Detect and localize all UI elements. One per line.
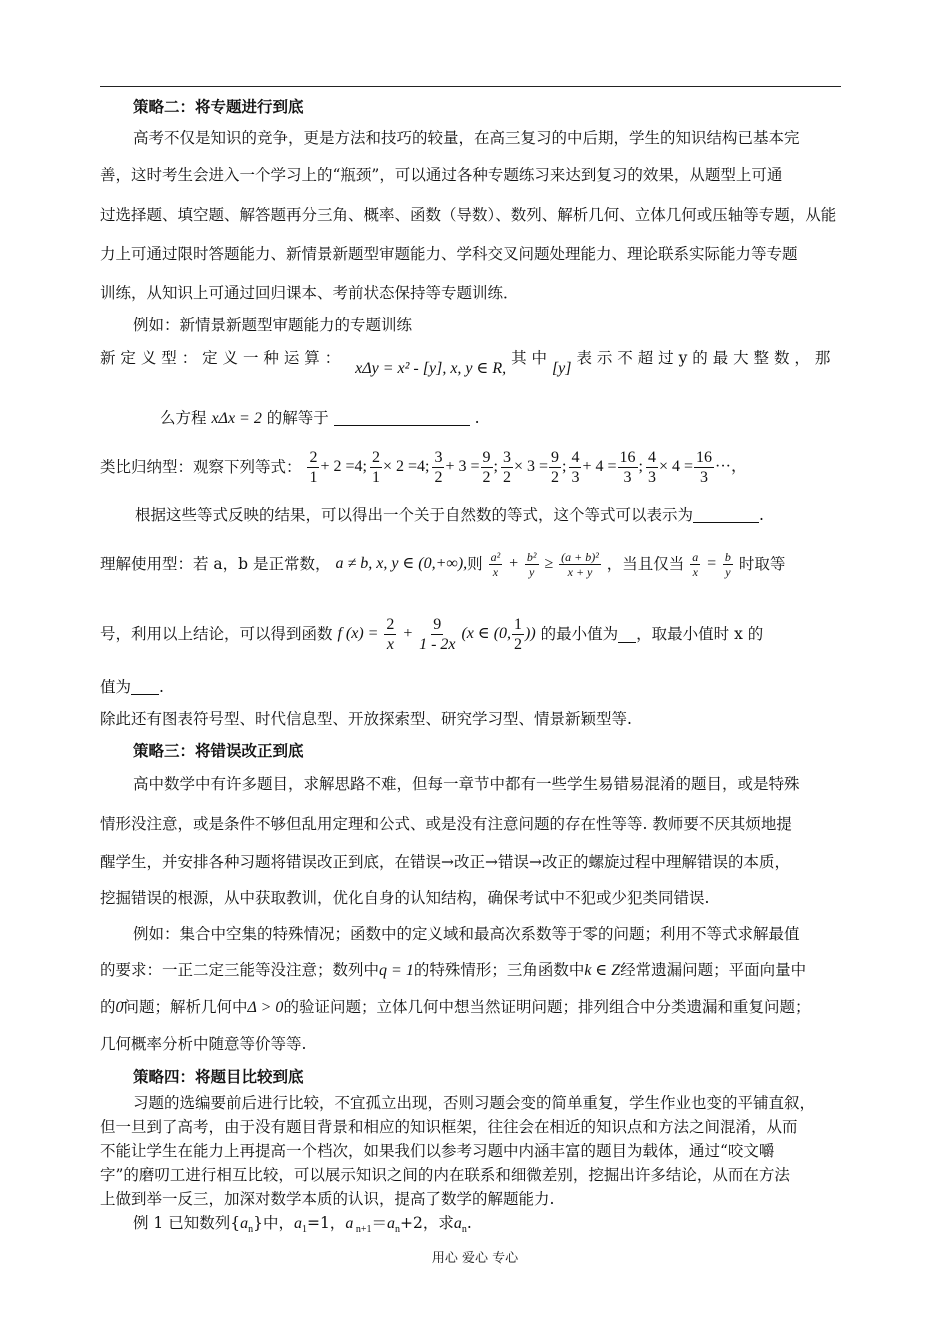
equation-result: 4; (417, 458, 430, 475)
usage-line2-tail: ，取最小值时 x 的 (636, 625, 764, 643)
equation-middle: × 3 = (513, 458, 548, 475)
fraction-result: $\frac{16}{3}$ (619, 448, 636, 486)
paragraph-line: 习题的选编要前后进行比较，不宜孤立出现，否则习题会变的简单重复，学生作业也变的平铺直叙， (133, 1094, 816, 1112)
separator: ; (493, 458, 498, 475)
new-def-line2-prefix: 么方程 (160, 409, 207, 427)
period: . (159, 678, 164, 696)
header-rule (100, 86, 841, 87)
period: . (474, 409, 480, 427)
new-def-suffix: 表 示 不 超 过 y 的 最 大 整 数 ， 那 (576, 349, 831, 367)
paragraph-line: 高考不仅是知识的竞争，更是方法和技巧的较量，在高三复习的中后期，学生的知识结构已基本完 (133, 129, 800, 147)
usage-function-line: 号，利用以上结论，可以得到函数 f (x) = $\frac{2}{x}$ + $\frac{9}{1 - 2x}$ (x ∈ (0, $\frac{1}{2}$ )) 的最小值为 ，取最小值时 x 的 (100, 615, 764, 653)
separator: ; (638, 458, 643, 475)
usage-answer-line (100, 677, 850, 697)
equation-result: 4; (354, 458, 367, 475)
paragraph-line: 力上可通过限时答题能力、新情景新题型审题能力、学科交叉问题处理能力、理论联系实际能力等专题 (100, 245, 798, 263)
paragraph-line: 字”的磨叨工进行相互比较，可以展示知识之间的内在联系和细微差别，挖掘出许多结论，从而在方法 (100, 1166, 790, 1184)
usage-line2-suffix: 的最小值为 (540, 625, 619, 643)
usage-then: 则 (467, 555, 483, 573)
paragraph-line: 不能让学生在能力上再提高一个档次，如果我们以参考习题中内涵丰富的题目为载体，通过“咬文嚼 (100, 1142, 775, 1160)
usage-line2-prefix: 号，利用以上结论，可以得到函数 (100, 625, 333, 643)
answer-blank[interactable] (618, 626, 636, 643)
analogy-equation (431, 448, 498, 486)
analogy-equations (306, 448, 749, 486)
paragraph-line: 训练，从知识上可通过回归课本、考前状态保持等专题训练． (100, 284, 519, 302)
fraction-a-x: $\frac{a}{x}$ (692, 549, 699, 579)
fraction-b2-y: $\frac{\text{b²}}{y}$ (526, 549, 537, 579)
analogy-conclusion-text: 根据这些等式反映的结果，可以得出一个关于自然数的等式，这个等式可以表示为 (135, 506, 694, 524)
fraction-result: $\frac{9}{2}$ (482, 448, 491, 486)
example-1-line: 例 1 已知数列$\{a_n\}$中，$a_1=1$，a $_{n+1}=a_n+2$，求$a_n$. (133, 1214, 472, 1236)
paragraph-line: 几何概率分析中随意等价等等. (100, 1035, 307, 1053)
new-def-formula: xΔy = x² - [y], x, y ∈ R, (355, 360, 507, 377)
answer-blank[interactable] (131, 678, 159, 695)
fraction: $\frac{4}{3}$ (571, 448, 580, 486)
equation-xdx: xΔx = 2 (211, 410, 262, 427)
paragraph-line: 情形没注意，或是条件不够但乱用定理和公式、或是没有注意问题的存在性等等. 教师要不厌其烦地提 (100, 815, 792, 833)
fraction-ab2-xy: $\frac{\text{(a + b)²}}{x + y}$ (561, 549, 599, 579)
separator: ···， (715, 458, 747, 475)
fraction-result: $\frac{9}{2}$ (551, 448, 559, 486)
new-def-prefix: 新 定 义 型 ： 定 义 一 种 运 算 ： (100, 349, 341, 367)
analogy-equation (568, 448, 643, 486)
example-intro: 例如：新情景新题型审题能力的专题训练 (133, 316, 413, 334)
section-title-strategy-3: 策略三：将错误改正到底 (133, 742, 304, 760)
paragraph-line: 醒学生，并安排各种习题将错误改正到底，在错误→改正→错误→改正的螺旋过程中理解错误的本质， (100, 853, 790, 871)
other-types-line: 除此还有图表符号型、时代信息型、开放探索型、研究学习型、情景新颖型等. (100, 710, 632, 728)
math-delta-gt-0: Δ > 0 (247, 999, 284, 1016)
paragraph-line: 高中数学中有许多题目，求解思路不难，但每一章节中都有一些学生易错易混淆的题目，或是特殊 (133, 775, 800, 793)
usage-line: 理解使用型：若 a，b 是正常数， a ≠ b, x, y ∈ (0,+∞),则 $\frac{\text{a²}}{x}$ + $\frac{\text{b²}}{y}$ ≥ $\frac{\text{(a + b)²}}{x + y}$ ，当且仅当 $\frac{a}{x}$ = $\frac{b}{y}$ 时取等 (100, 549, 786, 579)
analogy-equation (369, 448, 430, 486)
answer-blank[interactable] (693, 506, 759, 523)
paragraph-line: 但一旦到了高考，由于没有题目背景和相应的知识框架，往往会在相近的知识点和方法之间混淆，从而 (100, 1118, 798, 1136)
fraction-a2-x: $\frac{\text{a²}}{x}$ (490, 549, 501, 579)
analogy-conclusion (135, 505, 885, 525)
paragraph-line: 挖掘错误的根源，从中获取教训，优化自身的认知结构，确保考试中不犯或少犯类同错误. (100, 889, 710, 907)
analogy-prefix: 类比归纳型：观察下列等式： (100, 458, 302, 476)
analogy-equation (645, 448, 747, 486)
section-title-strategy-2: 策略二：将专题进行到底 (133, 98, 304, 116)
equation-middle: × 2 = (382, 458, 417, 475)
usage-condition: a ≠ b, x, y ∈ (0,+∞), (335, 555, 468, 572)
usage-when: ，当且仅当 (606, 555, 685, 573)
fraction-b-y: $\frac{b}{y}$ (724, 549, 731, 579)
usage-tail: 时取等 (738, 555, 786, 573)
fraction-result: $\frac{16}{3}$ (696, 448, 712, 486)
paragraph-line: 例如：集合中空集的特殊情况；函数中的定义域和最高次系数等于零的问题；利用不等式求解最值 (133, 925, 800, 943)
analogy-equation (500, 448, 567, 486)
math-k-in-z: k ∈ Z (584, 962, 621, 979)
new-def-line2-suffix: 的解等于 (266, 409, 329, 427)
paragraph-line: 的要求：一正二定三能等没注意；数列中q = 1的特殊情形；三角函数中k ∈ Z经常遗漏问题；平面向量中 (100, 961, 807, 979)
math-zero-vector: 0̄ (115, 999, 124, 1016)
usage-prefix: 理解使用型：若 a，b 是正常数， (100, 555, 331, 573)
separator: ; (562, 458, 567, 475)
fraction: $\frac{2}{1}$ (371, 448, 380, 486)
function-fx: f (x) = (337, 625, 379, 642)
equation-middle: + 4 = (582, 458, 617, 475)
section-title-strategy-4: 策略四：将题目比较到底 (133, 1068, 304, 1086)
paragraph-line: 过选择题、填空题、解答题再分三角、概率、函数（导数）、数列、解析几何、立体几何或压轴等专题，从能 (100, 206, 837, 224)
usage-line3: 值为 (100, 678, 132, 696)
equation-middle: + 2 = (320, 458, 355, 475)
ge-sign: ≥ (544, 555, 554, 572)
fraction-1-2: $\frac{1}{2}$ (514, 615, 523, 653)
new-definition-line (100, 348, 850, 377)
fraction: $\frac{3}{2}$ (434, 448, 443, 486)
floor-bracket: [y] (551, 360, 572, 377)
fraction-2-x: $\frac{2}{x}$ (386, 615, 395, 653)
fraction: $\frac{3}{2}$ (502, 448, 511, 486)
page-footer: 用心 爱心 专心 (431, 1251, 519, 1266)
fraction-9-1-2x: $\frac{9}{1 - 2x}$ (419, 615, 456, 653)
answer-blank[interactable] (334, 409, 470, 426)
domain-close: )) (525, 625, 536, 642)
equation-middle: + 3 = (445, 458, 480, 475)
paragraph-line: 上做到举一反三，加深对数学本质的认识，提高了数学的解题能力. (100, 1190, 555, 1208)
analogy-line (100, 446, 850, 486)
period: . (759, 506, 764, 524)
analogy-equation (306, 448, 367, 486)
fraction: $\frac{4}{3}$ (647, 448, 656, 486)
fraction: $\frac{2}{1}$ (309, 448, 318, 486)
paragraph-line: 的0̄问题；解析几何中Δ > 0的验证问题；立体几何中想当然证明问题；排列组合中分类遗漏和重复问题； (100, 998, 811, 1016)
math-q-eq-1: q = 1 (379, 962, 414, 979)
paragraph-line: 善，这时考生会进入一个学习上的“瓶颈”，可以通过各种专题练习来达到复习的效果，从题型上可通 (100, 166, 783, 184)
equation-middle: × 4 = (658, 458, 693, 475)
domain-open: (x ∈ (0, (461, 625, 512, 642)
new-def-mid: 其 中 (511, 349, 548, 367)
new-definition-question (160, 408, 910, 429)
